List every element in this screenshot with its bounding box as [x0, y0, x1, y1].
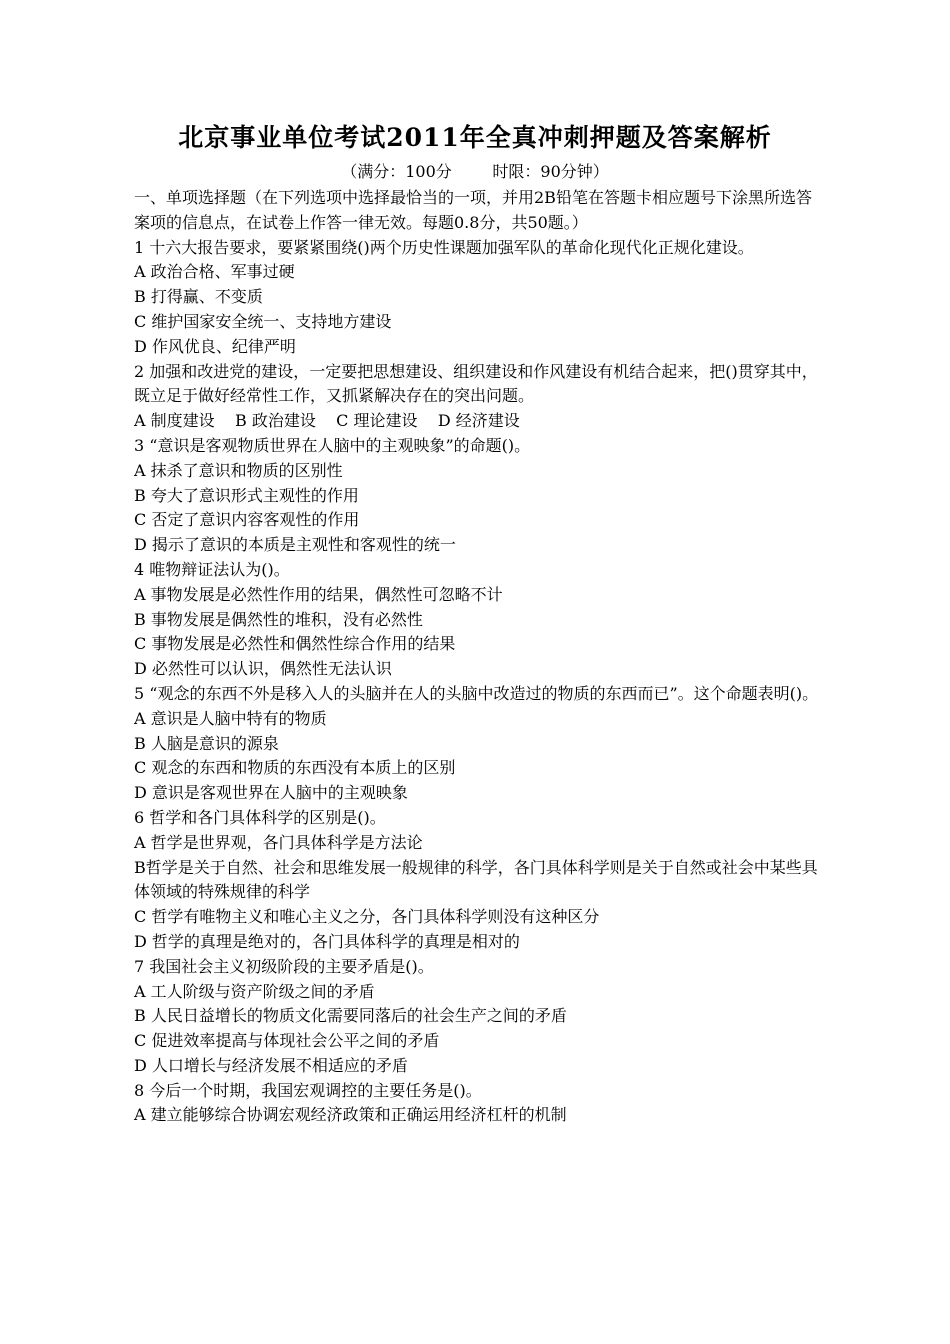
question-option: B 事物发展是偶然性的堆积，没有必然性: [134, 609, 423, 629]
question-option: D 必然性可以认识，偶然性无法认识: [134, 659, 392, 679]
question-option: C 观念的东西和物质的东西没有本质上的区别: [134, 758, 456, 778]
question-option: C 哲学有唯物主义和唯心主义之分，各门具体科学则没有这种区分: [134, 907, 600, 927]
question-option: D 作风优良、纪律严明: [134, 336, 296, 356]
question-option: C 事物发展是必然性和偶然性综合作用的结果: [134, 634, 456, 654]
question-option: A 哲学是世界观，各门具体科学是方法论: [134, 832, 423, 852]
question-option: A 建立能够综合协调宏观经济政策和正确运用经济杠杆的机制: [134, 1105, 567, 1125]
page-title: 北京事业单位考试2011年全真冲刺押题及答案解析: [178, 123, 772, 152]
question-option: C 否定了意识内容客观性的作用: [134, 510, 360, 530]
question-option: B 人脑是意识的源泉: [134, 733, 279, 753]
question-option: D 揭示了意识的本质是主观性和客观性的统一: [134, 535, 456, 555]
question-stem: 6 哲学和各门具体科学的区别是()。: [134, 807, 386, 827]
question-option: B 夸大了意识形式主观性的作用: [134, 485, 359, 505]
question-option: C 促进效率提高与体现社会公平之间的矛盾: [134, 1031, 440, 1051]
question-stem: 3 “意识是客观物质世界在人脑中的主观映象”的命题()。: [134, 435, 531, 455]
document-body: [134, 186, 824, 1128]
question-options-inline: A 制度建设 B 政治建设 C 理论建设 D 经济建设: [134, 411, 520, 431]
question-stem: 4 唯物辩证法认为()。: [134, 559, 290, 579]
question-stem: 1 十六大报告要求，要紧紧围绕()两个历史性课题加强军队的革命化现代化正规化建设。: [134, 237, 754, 257]
question-option: D 意识是客观世界在人脑中的主观映象: [134, 783, 408, 803]
section-heading: 一、单项选择题（在下列选项中选择最恰当的一项，并用2B铅笔在答题卡相应题号下涂黑所选答案项的信息点，在试卷上作答一律无效。每题0.8分，共50题。）: [134, 188, 812, 232]
question-option: D 哲学的真理是绝对的，各门具体科学的真理是相对的: [134, 931, 520, 951]
question-option: B 人民日益增长的物质文化需要同落后的社会生产之间的矛盾: [134, 1006, 567, 1026]
question-stem: 7 我国社会主义初级阶段的主要矛盾是()。: [134, 956, 434, 976]
question-option: B哲学是关于自然、社会和思维发展一般规律的科学，各门具体科学则是关于自然或社会中某些具体领域的特殊规律的科学: [134, 857, 818, 902]
question-stem: 2 加强和改进党的建设，一定要把思想建设、组织建设和作风建设有机结合起来，把()贯穿其中，既立足于做好经常性工作，又抓紧解决存在的突出问题。: [134, 361, 818, 406]
question-option: D 人口增长与经济发展不相适应的矛盾: [134, 1055, 408, 1075]
question-option: A 工人阶级与资产阶级之间的矛盾: [134, 981, 375, 1001]
question-stem: 8 今后一个时期，我国宏观调控的主要任务是()。: [134, 1080, 482, 1100]
question-option: A 政治合格、军事过硬: [134, 262, 295, 282]
question-option: A 意识是人脑中特有的物质: [134, 708, 327, 728]
exam-meta: （满分：100分 时限：90分钟）: [341, 162, 609, 181]
question-option: A 事物发展是必然性作用的结果，偶然性可忽略不计: [134, 584, 503, 604]
question-option: C 维护国家安全统一、支持地方建设: [134, 311, 392, 331]
question-stem: 5 “观念的东西不外是移入人的头脑并在人的头脑中改造过的物质的东西而已”。这个命题表明()。: [134, 683, 819, 703]
question-option: B 打得赢、不变质: [134, 287, 263, 307]
question-option: A 抹杀了意识和物质的区别性: [134, 460, 343, 480]
